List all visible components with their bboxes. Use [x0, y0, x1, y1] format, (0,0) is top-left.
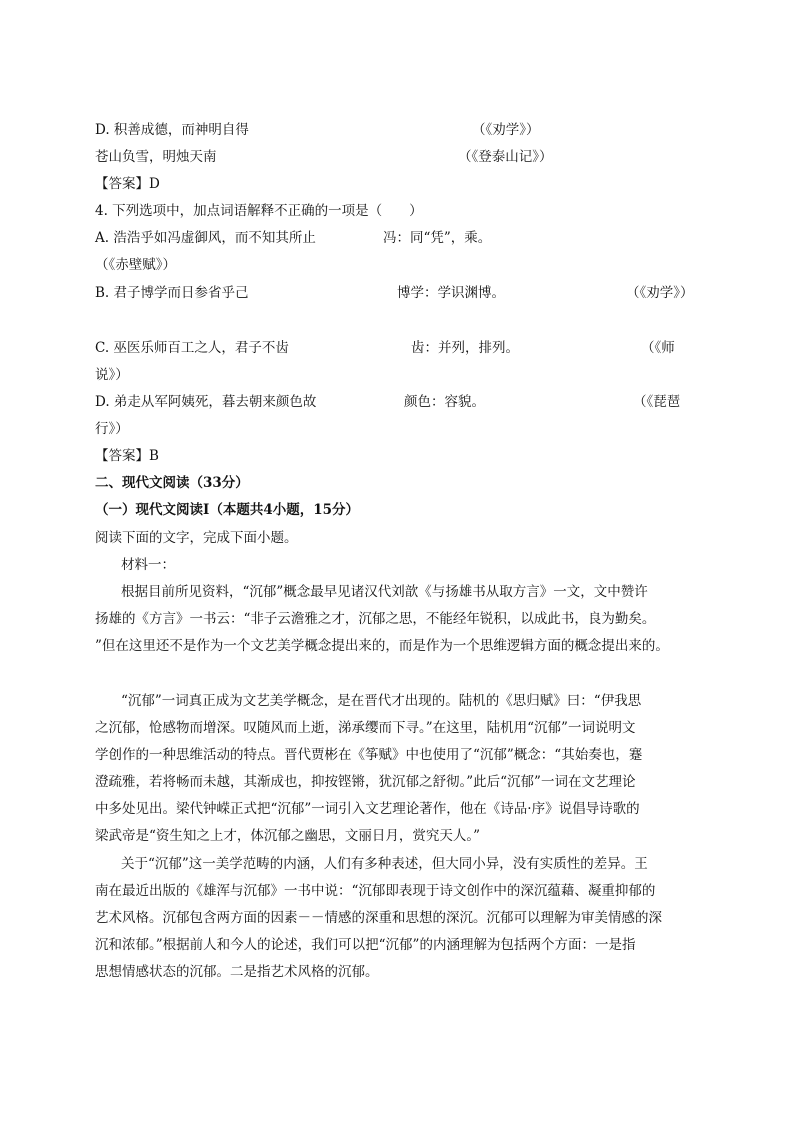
instruction: 阅读下面的文字，完成下面小题。: [95, 530, 298, 546]
material-label: 材料一：: [121, 557, 175, 573]
q4-option-b-explanation: 博学：学识渊博。: [397, 285, 505, 301]
q4-option-d: D. 弟走从军阿姨死，暮去朝来颜色故: [95, 394, 317, 410]
paragraph-3-line-2: 南在最近出版的《雄浑与沉郁》一书中说：“沉郁即表现于诗文创作中的深沉蕴藉、凝重抑郁的: [95, 883, 656, 899]
question-4: 4. 下列选项中，加点词语解释不正确的一项是（ ）: [95, 203, 423, 219]
subsection-heading: （一）现代文阅读Ⅰ（本题共4小题，15分）: [95, 502, 359, 518]
q4-option-b: B. 君子博学而日参省乎己: [95, 285, 249, 301]
answer-3: 【答案】D: [95, 176, 160, 192]
option-d-source-2: （《登泰山记》）: [458, 149, 553, 165]
paragraph-2-line-2: 之沉郁，怆感物而增深。叹随风而上逝，涕承缨而下寻。”在这里，陆机用“沉郁”一词说明文: [95, 720, 636, 736]
paragraph-1-line-2: 扬雄的《方言》一书云：“非子云澹雅之才，沉郁之思，不能经年锐积，以成此书，良为勤矣。: [95, 611, 656, 627]
q4-option-c-source-cont: 说》）: [95, 367, 129, 383]
paragraph-2-line-6: 梁武帝是“资生知之上才，体沉郁之幽思，文丽日月，赏究天人。”: [95, 828, 481, 844]
q4-option-d-explanation: 颜色：容貌。: [404, 394, 485, 410]
paragraph-1-line-3: ”但在这里还不是作为一个文艺美学概念提出来的，而是作为一个思维逻辑方面的概念提出来的。: [95, 638, 669, 654]
q4-option-c: C. 巫医乐师百工之人，君子不齿: [95, 340, 289, 356]
paragraph-1-line-1: 根据目前所见资料，“沉郁”概念最早见诸汉代刘歆《与扬雄书从取方言》一文，文中赞许: [121, 584, 648, 600]
q4-option-c-source: （《师: [641, 340, 675, 356]
option-d-source: （《劝学》）: [472, 122, 540, 138]
answer-4: 【答案】B: [95, 448, 159, 464]
q4-option-d-source-cont: 行》）: [95, 421, 129, 437]
option-d-quote: D. 积善成德，而神明自得: [95, 122, 249, 138]
paragraph-3-line-5: 思想情感状态的沉郁。二是指艺术风格的沉郁。: [95, 964, 379, 980]
paragraph-3-line-1: 关于“沉郁”这一美学范畴的内涵，人们有多种表述，但大同小异，没有实质性的差异。王: [121, 856, 648, 872]
section-heading: 二、现代文阅读（33分）: [95, 475, 249, 491]
option-d-quote-2: 苍山负雪，明烛天南: [95, 149, 217, 165]
q4-option-d-source: （《琵琶: [633, 394, 681, 410]
q4-option-b-source: （《劝学》）: [626, 285, 694, 301]
q4-option-a-source: （《赤壁赋》）: [95, 257, 176, 273]
paragraph-3-line-3: 艺术风格。沉郁包含两方面的因素－－情感的深重和思想的深沉。沉郁可以理解为审美情感的深: [95, 910, 662, 926]
paragraph-2-line-5: 中多处见出。梁代钟嵘正式把“沉郁”一词引入文艺理论著作，他在《诗品·序》说倡导诗歌的: [95, 801, 640, 817]
paragraph-2-line-4: 澄疏雅，若将畅而未越，其渐成也，抑按铿锵，犹沉郁之舒彻。”此后“沉郁”一词在文艺理论: [95, 774, 636, 790]
q4-option-a-explanation: 冯：同“凭”，乘。: [383, 230, 492, 246]
paragraph-3-line-4: 沉和浓郁。”根据前人和今人的论述，我们可以把“沉郁”的内涵理解为包括两个方面：一是指: [95, 937, 636, 953]
paragraph-2-line-3: 学创作的一种思维活动的特点。晋代贾彬在《筝赋》中也使用了“沉郁”概念：“其始奏也，蹇: [95, 747, 643, 763]
q4-option-a: A. 浩浩乎如冯虚御风，而不知其所止: [95, 230, 316, 246]
q4-option-c-explanation: 齿：并列，排列。: [411, 340, 519, 356]
paragraph-2-line-1: “沉郁”一词真正成为文艺美学概念，是在晋代才出现的。陆机的《思归赋》曰：“伊我思: [121, 693, 642, 709]
